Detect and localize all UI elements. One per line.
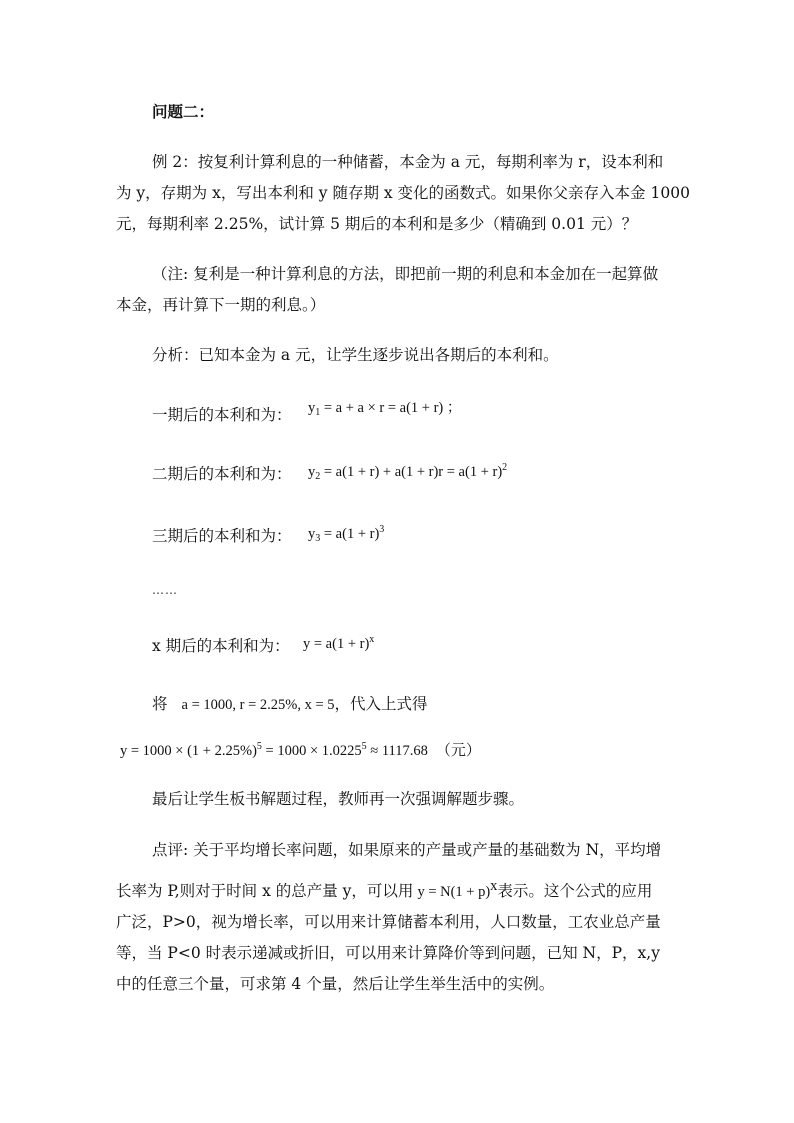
- period-x-formula: $y = a(1 + r)^x$: [303, 634, 375, 652]
- analysis-text: 分析：已知本金为 a 元，让学生逐步说出各期后的本利和。: [152, 346, 559, 364]
- substitute-suffix: ，代入上式得: [334, 695, 428, 713]
- period-3-formula: $y_3 = a(1 + r)^3$: [308, 524, 385, 544]
- comment-line-4: 等，当 P<0 时表示递减或折旧，可以用来计算降价等到问题，已知 N，P，x,y: [116, 944, 660, 962]
- closing-text: 最后让学生板书解题过程，教师再一次强调解题步骤。: [152, 790, 525, 808]
- period-x-label: x 期后的本利和为：: [152, 637, 290, 655]
- note-line-1: （注: 复利是一种计算利息的方法，即把前一期的利息和本金加在一起算做: [152, 265, 659, 283]
- example-line-1: 例 2：按复利计算利息的一种储蓄，本金为 a 元，每期利率为 r，设本利和: [152, 153, 664, 171]
- comment-line-2: 长率为 P,则对于时间 x 的总产量 y，可以用 $y = N(1 + p)^x$表示。这个公式的应用: [116, 878, 653, 900]
- note-line-2: 本金，再计算下一期的利息。）: [116, 296, 326, 314]
- comment-line-5: 中的任意三个量，可求第 4 个量，然后让学生举生活中的实例。: [116, 975, 555, 993]
- substitute-line: [152, 694, 428, 715]
- period-3-label: 三期后的本利和为：: [152, 527, 292, 545]
- result-formula: $y = 1000 \times (1 + 2.25\%)^5 = 1000 \times 1.0225^5 \approx 1117.68$ （元）: [120, 741, 481, 759]
- period-2-label: 二期后的本利和为：: [152, 465, 292, 483]
- period-2-formula: $y_2 = a(1 + r) + a(1 + r)r = a(1 + r)^2$: [308, 462, 508, 482]
- example-line-3: 元，每期利率 2.25%，试计算 5 期后的本利和是多少（精确到 0.01 元）？: [116, 215, 638, 233]
- section-heading: 问题二：: [152, 102, 215, 121]
- ellipsis: ……: [152, 583, 178, 597]
- comment-line-1: 点评: 关于平均增长率问题，如果原来的产量或产量的基础数为 N，平均增: [152, 841, 662, 859]
- substitute-prefix: 将: [152, 695, 168, 713]
- substitute-formula: a = 1000, r = 2.25%, x = 5: [181, 697, 335, 713]
- period-1-label: 一期后的本利和为：: [152, 406, 292, 424]
- example-line-2: 为 y，存期为 x，写出本利和 y 随存期 x 变化的函数式。如果你父亲存入本金 1000: [116, 184, 690, 202]
- period-1-formula: $y_1 = a + a \times r = a(1 + r)$ ；: [308, 400, 462, 418]
- comment-line-3: 广泛，P>0，视为增长率，可以用来计算储蓄本利用，人口数量，工农业总产量: [116, 913, 661, 931]
